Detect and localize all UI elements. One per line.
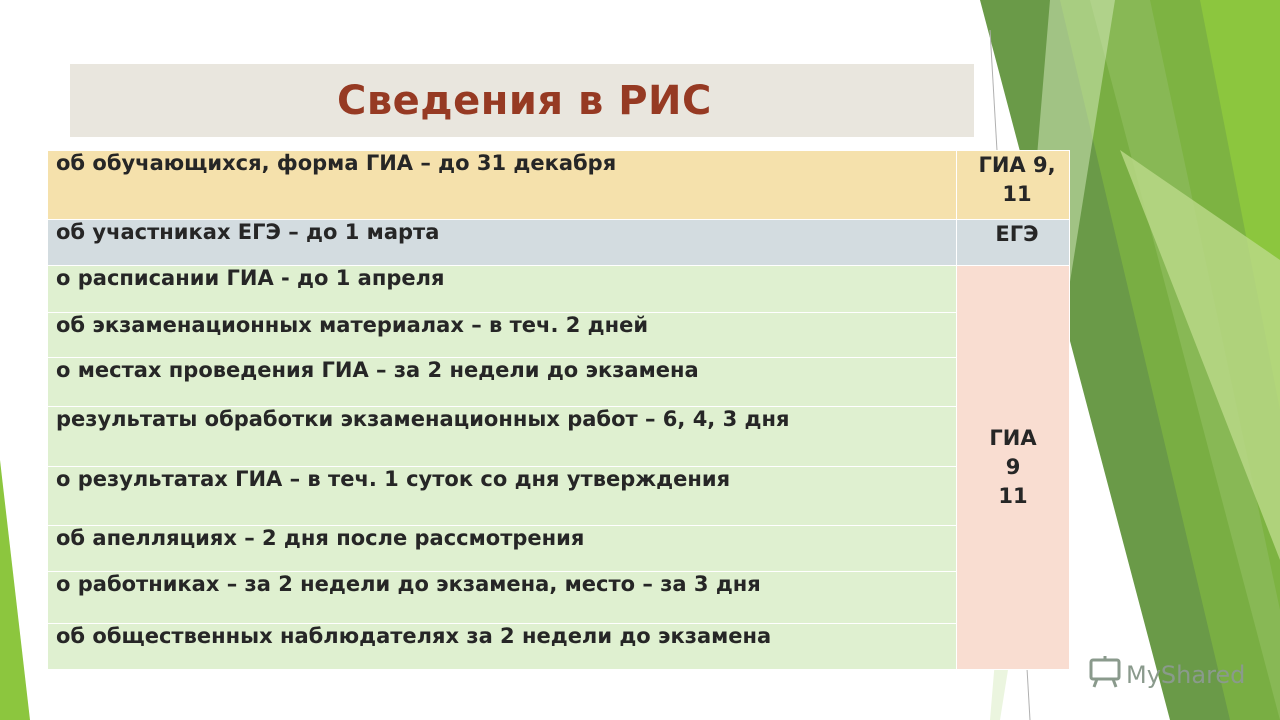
row-text: об экзаменационных материалах – в теч. 2 дней (48, 313, 957, 358)
merged-scope-line: ГИА (989, 426, 1037, 450)
deadlines-table (47, 150, 1070, 670)
row-text: о работниках – за 2 недели до экзамена, место – за 3 дня (48, 572, 957, 624)
myshared-logo (1088, 656, 1245, 694)
row-text: об участниках ЕГЭ – до 1 марта (48, 220, 957, 266)
row-text: о результатах ГИА – в теч. 1 суток со дня утверждения (48, 467, 957, 526)
table-row (48, 151, 1070, 220)
row-scope: ЕГЭ (957, 220, 1070, 266)
table-row (48, 407, 1070, 467)
title-bar (70, 64, 974, 137)
row-text: об обучающихся, форма ГИА – до 31 декабря (48, 151, 957, 220)
table-row (48, 358, 1070, 407)
merged-scope-line: 9 (1005, 455, 1021, 479)
row-text: о местах проведения ГИА – за 2 недели до экзамена (48, 358, 957, 407)
logo-text: MyShared (1126, 661, 1246, 689)
row-scope: ГИА 9, 11 (957, 151, 1070, 220)
row-text: о расписании ГИА - до 1 апреля (48, 266, 957, 313)
slide-title: Сведения в РИС (337, 77, 712, 124)
merged-scope-cell (957, 266, 1070, 670)
table-row (48, 266, 1070, 313)
table-row (48, 467, 1070, 526)
table-row (48, 572, 1070, 624)
table-row (48, 624, 1070, 670)
table-row (48, 526, 1070, 572)
presentation-board-icon (1088, 655, 1122, 695)
row-text: об общественных наблюдателях за 2 недели до экзамена (48, 624, 957, 670)
row-text: результаты обработки экзаменационных работ – 6, 4, 3 дня (48, 407, 957, 467)
merged-scope-line: 11 (998, 484, 1028, 508)
row-text: об апелляциях – 2 дня после рассмотрения (48, 526, 957, 572)
table-row (48, 220, 1070, 266)
table-row (48, 313, 1070, 358)
